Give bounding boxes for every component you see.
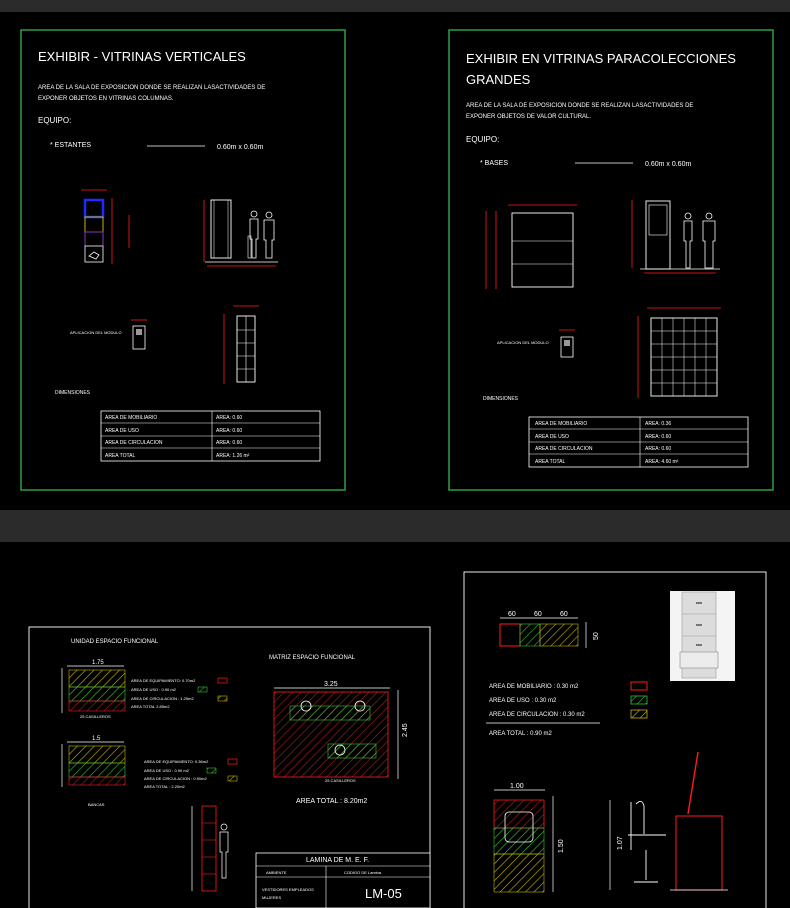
sheet3-locker-elevation bbox=[192, 806, 228, 891]
sheet1-dimensiones-label: DIMENSIONES bbox=[55, 390, 91, 396]
table-cell: AREA DE USO bbox=[535, 434, 569, 440]
sheet3-unidad-label: UNIDAD ESPACIO FUNCIONAL bbox=[71, 639, 159, 645]
legend-text: AREA DE USO : 0.90 m2 bbox=[144, 768, 189, 773]
sheet1-item: * ESTANTES bbox=[50, 142, 92, 149]
table-cell: AREA TOTAL bbox=[105, 453, 136, 459]
sheet3-matrix bbox=[274, 681, 409, 783]
sheet3-title-block bbox=[256, 853, 430, 908]
sheet2-aplicacion-module bbox=[559, 330, 575, 357]
sheet3-code: LM-05 bbox=[365, 886, 402, 901]
sheet4-desk-plan bbox=[494, 783, 565, 892]
sheet3-area-total: AREA TOTAL : 8.20m2 bbox=[296, 798, 368, 805]
sheet-vestidores bbox=[29, 627, 430, 908]
sheet3-legend-a bbox=[131, 678, 227, 709]
dim-label: 60 bbox=[560, 611, 568, 618]
sheet3-unit-b bbox=[62, 736, 125, 807]
dim-label: 60 bbox=[534, 611, 542, 618]
dim-label: 1.5 bbox=[92, 736, 101, 742]
table-cell: AREA: 4.60 m² bbox=[645, 459, 679, 465]
sheet2-frame bbox=[449, 30, 773, 490]
sheet3-matriz-label: MATRIZ ESPACIO FUNCIONAL bbox=[269, 655, 356, 661]
sheet2-dimensiones-label: DIMENSIONES bbox=[483, 396, 519, 402]
table-cell: AREA: 1.26 m² bbox=[216, 453, 250, 459]
dim-label: 1.75 bbox=[92, 660, 104, 666]
legend-text: AREA DE CIRCULACION : 0.90m2 bbox=[144, 776, 207, 781]
legend-text: AREA DE USO : 0.30 m2 bbox=[489, 698, 557, 704]
sheet2-description-line1: AREA DE LA SALA DE EXPOSICION DONDE SE REALIZAN LASACTIVIDADES DE bbox=[466, 103, 694, 109]
sheet4-total: AREA TOTAL : 0.90 m2 bbox=[489, 731, 552, 737]
dim-label: 50 bbox=[593, 632, 600, 640]
sheet1-elevation bbox=[204, 200, 278, 266]
dim-label: 3.25 bbox=[324, 681, 338, 688]
sheet3-vestidores-line1: VESTIDORES EMPLEADOS bbox=[262, 887, 314, 892]
dim-label: 60 bbox=[508, 611, 516, 618]
table-cell: AREA DE MOBILIARIO bbox=[105, 415, 158, 421]
legend-text: AREA DE EQUIPAMIENTO: 0.70m2 bbox=[131, 678, 196, 683]
table-cell: AREA: 0.60 bbox=[216, 415, 243, 421]
sheet1-equipo-label: EQUIPO: bbox=[38, 116, 72, 125]
legend-text: AREA DE MOBILIARIO : 0.30 m2 bbox=[489, 684, 579, 690]
table-cell: AREA: 0.60 bbox=[216, 440, 243, 446]
table-cell: AREA DE CIRCULACION bbox=[105, 440, 163, 446]
filing-cabinet-photo bbox=[670, 591, 735, 681]
table-cell: AREA TOTAL bbox=[535, 459, 566, 465]
sheet2-area-table bbox=[529, 417, 748, 467]
sheet3-casilleros-a: 25 CASILLEROS bbox=[80, 714, 111, 719]
dim-label: 1.00 bbox=[510, 783, 524, 790]
table-cell: AREA: 0.60 bbox=[645, 446, 672, 452]
sheet3-bancas: BANCAS bbox=[88, 802, 105, 807]
sheet2-description-line2: EXPONER OBJETOS DE VALOR CULTURAL. bbox=[466, 114, 592, 120]
sheet1-area-table bbox=[101, 411, 320, 461]
sheet2-matrix bbox=[638, 308, 721, 398]
legend-text: AREA DE EQUIPAMIENTO: 0.36m2 bbox=[144, 759, 209, 764]
legend-text: AREA TOTAL 2.85m2 bbox=[131, 704, 170, 709]
sheet3-codigo: CODIGO DE Lamina bbox=[344, 870, 382, 875]
legend-text: AREA TOTAL : 2.20m2 bbox=[144, 784, 185, 789]
dim-label: 1.50 bbox=[558, 839, 565, 853]
sheet2-title-line2: GRANDES bbox=[466, 72, 531, 87]
sheet4-legend bbox=[486, 682, 647, 737]
sheet1-description-line2: EXPONER OBJETOS EN VITRINAS COLUMNAS. bbox=[38, 96, 174, 102]
sheet2-equipo-label: EQUIPO: bbox=[466, 135, 500, 144]
sheet1-description-line1: AREA DE LA SALA DE EXPOSICION DONDE SE REALIZAN LASACTIVIDADES DE bbox=[38, 85, 266, 91]
sheet3-legend-b bbox=[144, 759, 237, 789]
sheet1-plan-module bbox=[81, 190, 129, 264]
sheet3-casilleros-m: 25 CASILLEROS bbox=[325, 778, 356, 783]
sheet4-desk-elevation bbox=[610, 752, 728, 890]
sheet1-aplicacion-label: APLICACION DEL MODULO bbox=[70, 330, 122, 335]
sheet3-vestidores-line2: MUJERES bbox=[262, 895, 282, 900]
sheet3-ambiente: AMBIENTE bbox=[266, 870, 287, 875]
table-cell: AREA DE CIRCULACION bbox=[535, 446, 593, 452]
sheet-archivador bbox=[464, 572, 766, 908]
sheet-vitrinas-colecciones bbox=[449, 30, 773, 490]
dim-label: 2.45 bbox=[402, 723, 409, 737]
dim-label: 1.07 bbox=[617, 836, 624, 850]
legend-text: AREA DE USO : 0.90 m2 bbox=[131, 687, 176, 692]
sheet3-lamina-title: LAMINA DE M. E. F. bbox=[306, 857, 370, 864]
sheet1-title: EXHIBIR - VITRINAS VERTICALES bbox=[38, 49, 246, 64]
sheet2-title-line1: EXHIBIR EN VITRINAS PARACOLECCIONES bbox=[466, 51, 736, 66]
sheet2-item-dim: 0.60m x 0.60m bbox=[645, 161, 692, 168]
sheet2-aplicacion-label: APLICACION DEL MODULO bbox=[497, 340, 549, 345]
sheet1-item-dim: 0.60m x 0.60m bbox=[217, 144, 264, 151]
sheet1-aplicacion-module bbox=[131, 320, 147, 349]
table-cell: AREA: 0.60 bbox=[645, 434, 672, 440]
sheet2-elevation bbox=[632, 200, 720, 273]
table-cell: AREA: 0.36 bbox=[645, 421, 672, 427]
table-cell: AREA DE USO bbox=[105, 428, 139, 434]
legend-text: AREA DE CIRCULACION : 0.30 m2 bbox=[489, 712, 585, 718]
table-cell: AREA DE MOBILIARIO bbox=[535, 421, 588, 427]
sheet4-plan bbox=[500, 611, 600, 648]
sheet2-plan-module bbox=[486, 205, 577, 289]
table-cell: AREA: 0.60 bbox=[216, 428, 243, 434]
sheet2-item: * BASES bbox=[480, 160, 509, 167]
legend-text: AREA DE CIRCULACION : 1.25m2 bbox=[131, 696, 194, 701]
sheet3-unit-a bbox=[62, 660, 125, 719]
sheet1-matrix bbox=[224, 306, 259, 384]
sheet-vitrinas-verticales bbox=[21, 30, 345, 490]
